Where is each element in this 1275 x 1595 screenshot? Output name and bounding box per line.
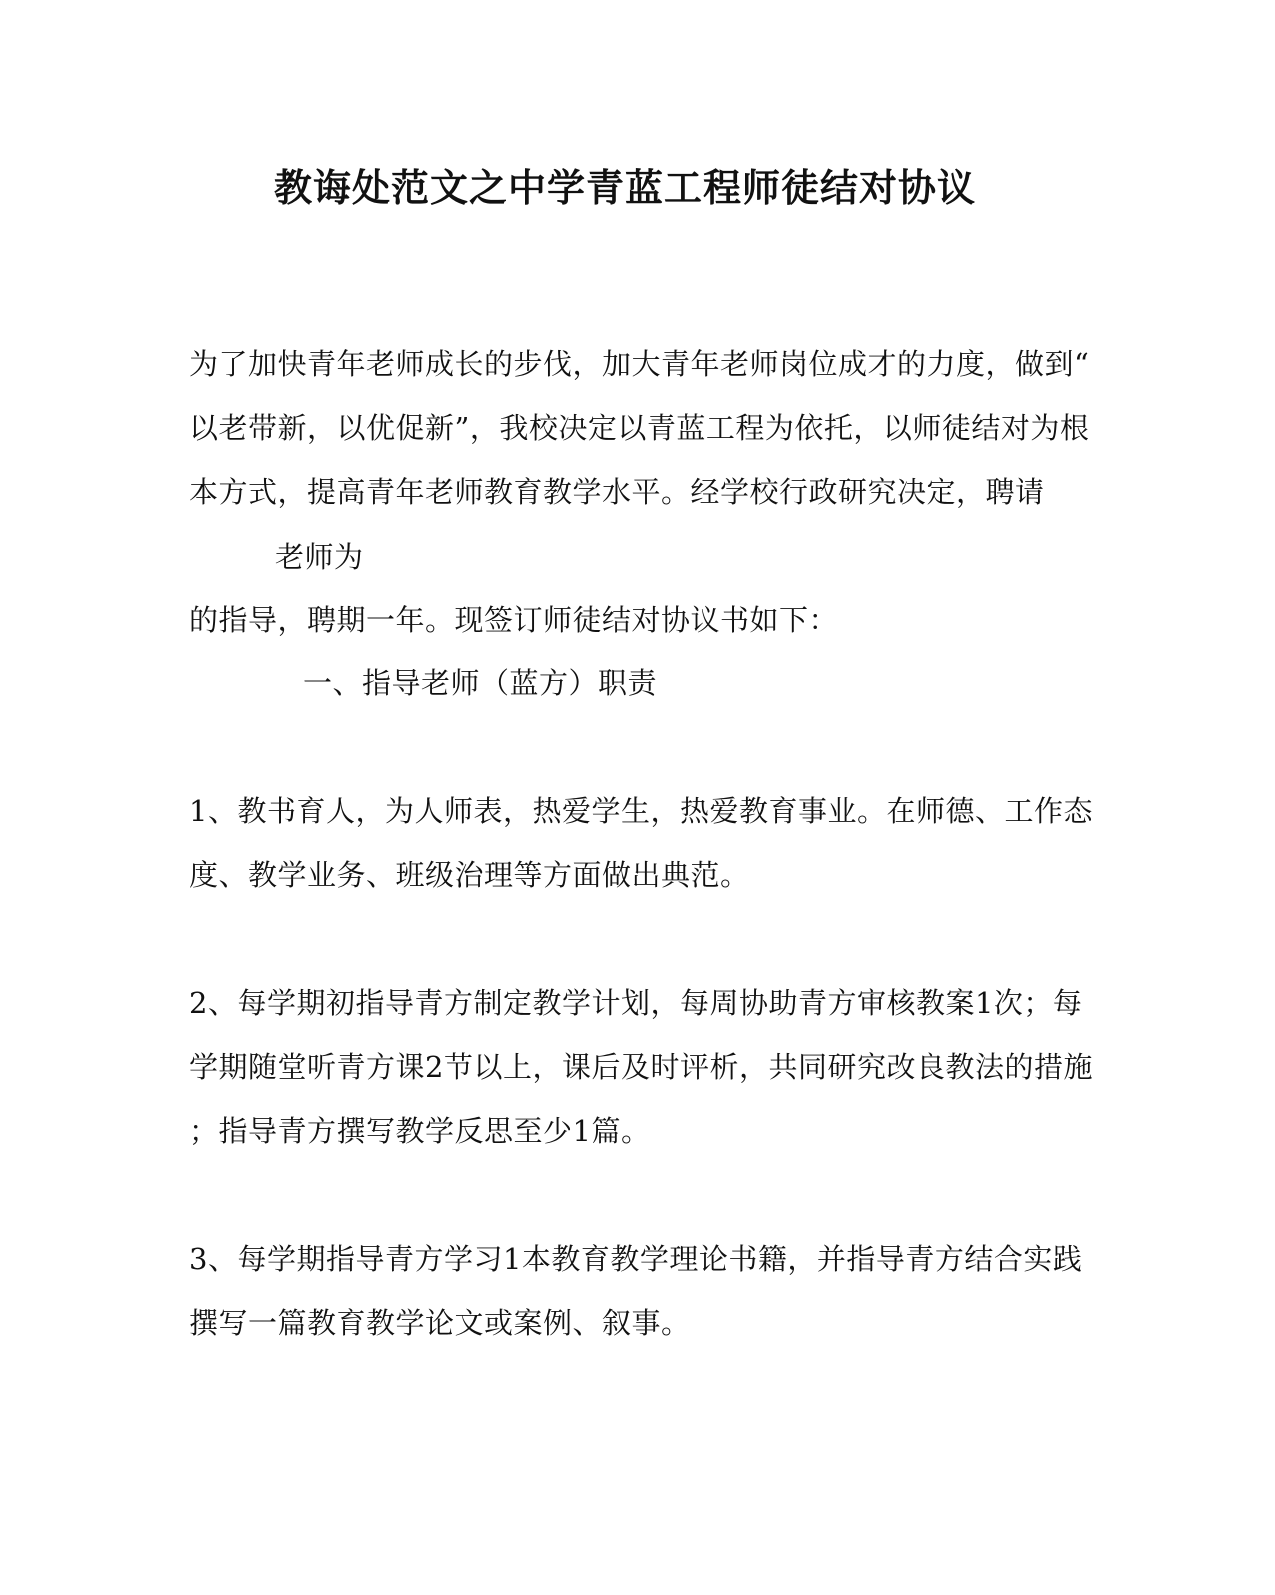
item1-line-1: 1、教书育人，为人师表，热爱学生，热爱教育事业。在师德、工作态 [189, 794, 1093, 828]
item3-line-2: 撰写一篇教育教学论文或案例、叙事。 [189, 1306, 691, 1340]
intro-line-5: 的指导，聘期一年。现签订师徒结对协议书如下： [189, 603, 839, 637]
intro-line-3: 本方式，提高青年老师教育教学水平。经学校行政研究决定，聘请 [189, 475, 1045, 509]
item3-line-1: 3、每学期指导青方学习1本教育教学理论书籍，并指导青方结合实践 [189, 1242, 1083, 1276]
item2-line-2: 学期随堂听青方课2节以上，课后及时评析，共同研究改良教法的措施 [189, 1050, 1093, 1084]
intro-line-2: 以老带新，以优促新”，我校决定以青蓝工程为依托，以师徒结对为根 [189, 411, 1090, 445]
intro-line-4: 老师为 [275, 540, 364, 574]
section-heading: 一、指导老师（蓝方）职责 [303, 666, 658, 700]
item1-line-2: 度、教学业务、班级治理等方面做出典范。 [189, 858, 750, 892]
item2-line-1: 2、每学期初指导青方制定教学计划，每周协助青方审核教案1次；每 [189, 986, 1083, 1020]
document-title: 教诲处范文之中学青蓝工程师徒结对协议 [273, 165, 976, 210]
item2-line-3: ；指导青方撰写教学反思至少1篇。 [189, 1114, 651, 1148]
intro-line-1: 为了加快青年老师成长的步伐，加大青年老师岗位成才的力度，做到“ [189, 347, 1090, 381]
